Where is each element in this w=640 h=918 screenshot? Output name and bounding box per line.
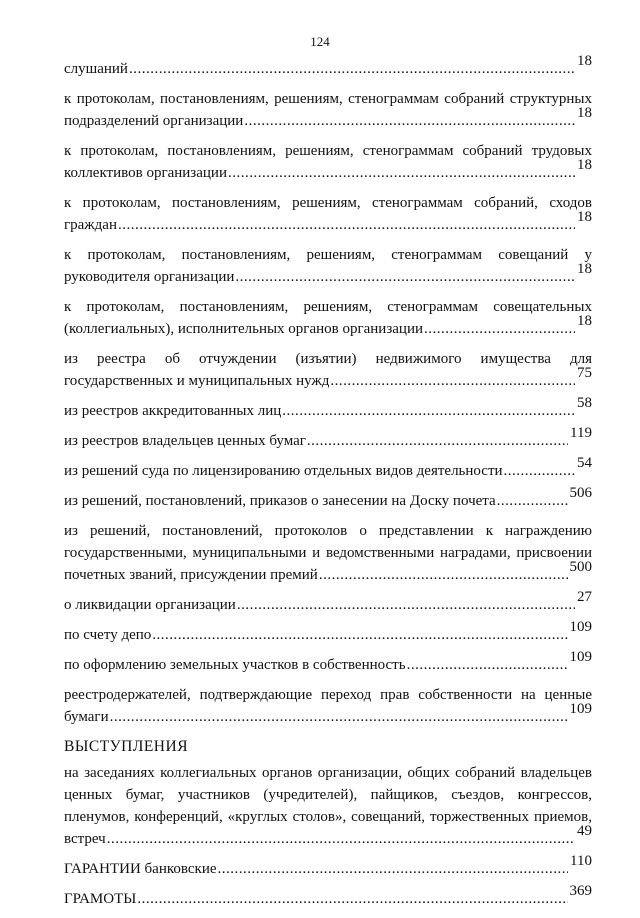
dot-leader [307,430,568,452]
dot-leader [407,654,568,676]
entry-text-end: по оформлению земельных участков в собственность [64,657,406,673]
entry-last-line [64,53,592,80]
entry-last-line [64,395,592,422]
entry-text-end: руководителя организации [64,269,235,285]
index-entry [64,425,592,452]
page-number: 124 [310,34,330,49]
entry-last-line [64,157,592,184]
section-heading: ВЫСТУПЛЕНИЯ [64,738,189,755]
dot-leader [235,266,575,288]
entry-last-line [64,701,592,728]
dot-leader [424,318,575,340]
entry-text: из решений, постановлений, протоколов о представлении к награждению государственными, муниципальными и ведомственными наградами, присвоении [64,523,592,561]
dot-leader [110,706,568,728]
entry-text-end: подразделений организации [64,113,244,129]
entry-text-end: из решений, постановлений, приказов о занесении на Доску почета [64,493,496,509]
page-reference: 500 [569,559,592,575]
entry-text-end: государственных и муниципальных нужд [64,373,330,389]
index-entry [64,53,592,80]
page-reference: 506 [569,485,592,501]
index-entry [64,296,592,340]
entry-last-line [64,649,592,676]
entry-text: к протоколам, постановлениям, решениям, стенограммам собраний, сходов [64,195,592,211]
entry-last-line [64,209,592,236]
page-reference: 109 [569,619,592,635]
index-entries [64,53,592,728]
page-reference: 18 [577,157,592,173]
index-entry [64,88,592,132]
dot-leader [330,370,575,392]
index-entry [64,619,592,646]
page-reference: 18 [577,209,592,225]
index-entry [64,853,592,880]
page-reference: 369 [569,883,592,899]
entry-last-line [64,313,592,340]
index-entry [64,520,592,586]
dot-leader [107,828,575,850]
index-entry [64,684,592,728]
dot-leader [244,110,575,132]
entry-last-line [64,105,592,132]
dot-leader [228,162,575,184]
index-entry [64,244,592,288]
entry-text-end: из реестров аккредитованных лиц [64,403,282,419]
dot-leader [118,214,575,236]
page-reference: 58 [577,395,592,411]
entry-text-end: коллективов организации [64,165,227,181]
page-reference: 27 [577,589,592,605]
dot-leader [319,564,568,586]
entry-text-end: бумаги [64,709,109,725]
index-entry [64,485,592,512]
entry-last-line [64,853,592,880]
dot-leader [218,858,569,880]
dot-leader [504,460,575,482]
entry-text: из реестра об отчуждении (изъятии) недвижимого имущества для [64,351,592,367]
entry-last-line [64,365,592,392]
page-reference: 119 [570,425,592,441]
entry-text: на заседаниях коллегиальных органов организации, общих собраний владельцев ценных бумаг, участников (учредителей), пайщиков, съездов, конгрессов, пленумов, конференций, «круглых столов», совещаний, торжественных приемов, [64,765,592,825]
section-entries [64,762,592,850]
entry-last-line [64,559,592,586]
page-reference: 75 [577,365,592,381]
index-entry [64,589,592,616]
dot-leader [237,594,575,616]
page-reference: 109 [569,649,592,665]
entry-last-line [64,883,592,910]
entry-last-line [64,455,592,482]
entry-text-end: слушаний [64,61,128,77]
entry-last-line [64,425,592,452]
index-entry [64,192,592,236]
top-level-entries [64,853,592,910]
index-entry [64,455,592,482]
index-content [64,53,592,918]
index-entry [64,762,592,850]
page-reference: 18 [577,313,592,329]
entry-text-end: (коллегиальных), исполнительных органов организации [64,321,423,337]
dot-leader [137,888,567,910]
entry-last-line [64,589,592,616]
entry-text-end: о ликвидации организации [64,597,236,613]
entry-last-line [64,619,592,646]
entry-last-line [64,485,592,512]
index-entry [64,395,592,422]
page-reference: 110 [570,853,592,869]
page-reference: 18 [577,53,592,69]
entry-text: к протоколам, постановлениям, решениям, стенограммам совещаний у [64,247,592,263]
index-entry [64,140,592,184]
dot-leader [282,400,575,422]
page-reference: 54 [577,455,592,471]
entry-text: реестродержателей, подтверждающие переход прав собственности на ценные [64,687,592,703]
entry-text-end: ГАРАНТИИ банковские [64,861,217,877]
dot-leader [129,58,575,80]
page-reference: 49 [577,823,592,839]
index-entry [64,649,592,676]
entry-text: к протоколам, постановлениям, решениям, стенограммам собраний трудовых [64,143,592,159]
entry-text-end: почетных званий, присуждении премий [64,567,318,583]
page-reference: 18 [577,105,592,121]
dot-leader [497,490,568,512]
page-reference: 18 [577,261,592,277]
entry-text-end: граждан [64,217,117,233]
entry-text-end: из реестров владельцев ценных бумаг [64,433,306,449]
dot-leader [152,624,567,646]
entry-text-end: ГРАМОТЫ [64,891,137,907]
entry-text: к протоколам, постановлениям, решениям, стенограммам совещательных [64,299,592,315]
entry-text-end: по счету депо [64,627,152,643]
entry-text: к протоколам, постановлениям, решениям, стенограммам собраний структурных [64,91,592,107]
entry-last-line [64,261,592,288]
entry-text-end: встреч [64,831,106,847]
page-reference: 109 [569,701,592,717]
entry-text-end: из решений суда по лицензированию отдельных видов деятельности [64,463,503,479]
index-entry [64,348,592,392]
index-entry [64,883,592,910]
entry-last-line [64,823,592,850]
